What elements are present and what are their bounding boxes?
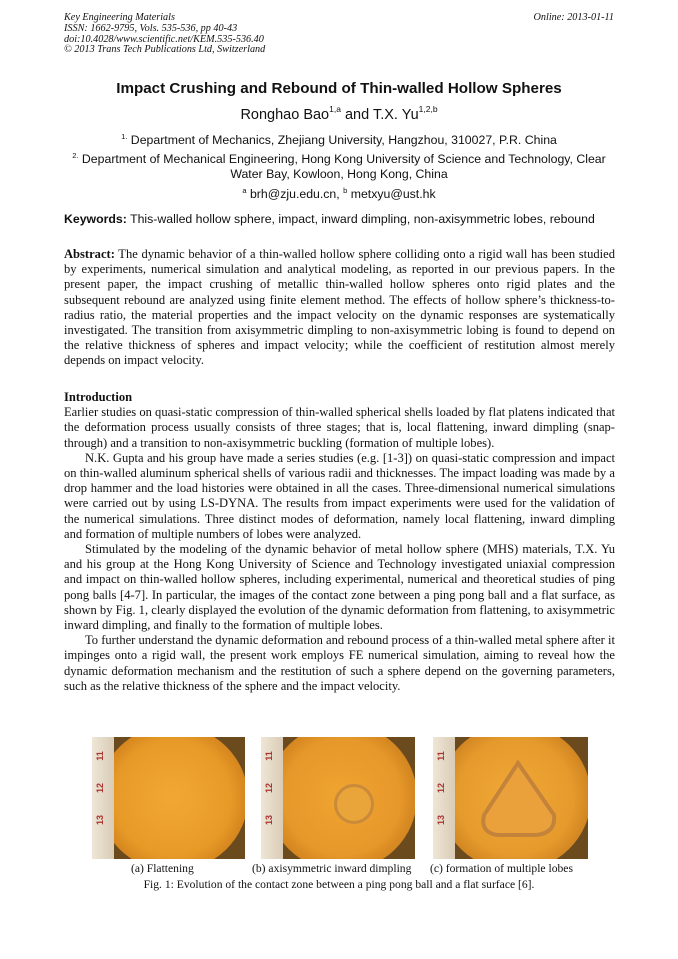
ruler-mark: 13 — [95, 814, 106, 826]
introduction-section — [64, 390, 615, 694]
ruler-mark: 13 — [264, 814, 275, 826]
subcaption-c: (c) formation of multiple lobes — [430, 862, 573, 875]
abstract-label: Abstract: — [64, 247, 115, 261]
author-2: T.X. Yu — [372, 107, 419, 123]
lobe-pattern — [478, 759, 558, 841]
photo-flattening — [92, 737, 245, 859]
authors-and: and — [340, 107, 373, 123]
paper-title: Impact Crushing and Rebound of Thin-walled Hollow Spheres — [116, 80, 562, 97]
journal-header — [64, 13, 614, 56]
emails — [62, 183, 616, 202]
ruler-mark: 11 — [435, 751, 446, 761]
photo-dimpling — [261, 737, 415, 859]
affiliations — [62, 129, 616, 202]
ruler — [92, 737, 114, 859]
figure-1 — [92, 737, 588, 859]
subcaption-b: (b) axisymmetric inward dimpling — [252, 862, 412, 875]
contact-zone-flat — [98, 737, 245, 859]
affiliation-2-num: 2. — [72, 151, 79, 161]
subcaption-a: (a) Flattening — [131, 862, 194, 875]
ruler-mark: 12 — [264, 782, 275, 794]
ruler — [433, 737, 455, 859]
copyright: © 2013 Trans Tech Publications Ltd, Switzerland — [64, 44, 266, 56]
affiliation-1-text: Department of Mechanics, Zhejiang University, Hangzhou, 310027, P.R. China — [127, 133, 557, 147]
abstract — [64, 247, 615, 369]
intro-paragraph-4: To further understand the dynamic deformation and rebound process of a thin-walled metal sphere after it impinges onto a rigid wall, the present work employs FE numerical simulation, aiming to reveal how the dynamic deformation mechanism and the restitution of such a sphere depend on the governing parameters, such as the relative thickness of the sphere and the impact velocity. — [64, 633, 615, 693]
dimple-ring — [334, 784, 374, 824]
intro-paragraph-3: Stimulated by the modeling of the dynamic behavior of metal hollow sphere (MHS) materials, T.X. Yu and his group at the Hong Kong University of Science and Technology investigated uniaxial compression and impact on thin-walled hollow spheres, including experimental, numerical and theoretical studies of ping pong balls [4-7]. In particular, the images of the contact zone between a ping pong ball and a flat surface, as shown by Fig. 1, clearly displayed the evolution of the dynamic deformation from flattening, to axisymmetric inward dimpling, and finally to the formation of multiple lobes. — [64, 542, 615, 633]
figure-caption: Fig. 1: Evolution of the contact zone between a ping pong ball and a flat surface [6]. — [143, 878, 535, 891]
introduction-heading: Introduction — [64, 390, 133, 404]
affiliation-1 — [62, 129, 616, 148]
email-b: metxyu@ust.hk — [347, 186, 436, 201]
intro-paragraph-2: N.K. Gupta and his group have made a series studies (e.g. [1-3]) on quasi-static compression and impact on thin-walled aluminum spherical shells of various radii and thicknesses. The impact loading was made by a drop hammer and the load histories were obtained in all the cases. Three-dimensional numerical simulations were carried out by using LS-DYNA. The results from impact experiments were used for the validation of the numerical simulations. Three distinct modes of deformation, namely local flattening, inward dimpling and formation of multiple numbers of lobes were analyzed. — [64, 450, 615, 541]
author-1: Ronghao Bao — [240, 107, 330, 123]
ruler-mark: 11 — [263, 751, 274, 761]
email-a: brh@zju.edu.cn, — [246, 186, 344, 201]
ruler-mark: 11 — [94, 751, 105, 761]
ruler-mark: 12 — [95, 782, 106, 794]
abstract-text: The dynamic behavior of a thin-walled hollow sphere colliding onto a rigid wall has been studied by experiments, numerical simulation and analytical modeling, as reported in our previous papers. In the present paper, the impact crushing of metallic thin-walled hollow spheres onto rigid plates and the subsequent rebound are analyzed using finite element method. The effects of hollow sphere’s thickness-to-radius ratio, the material properties and the impact velocity on the dynamic responses are systematically investigated. The transition from axisymmetric dimpling to non-axisymmetric lobing is found to depend on the relative thickness of spheres and impact velocity; while the coefficient of restitution almost merely depends on impact velocity. — [64, 247, 615, 368]
affiliation-2 — [62, 148, 616, 182]
intro-paragraph-1: Earlier studies on quasi-static compression of thin-walled spherical shells loaded by flat platens indicated that the deformation process usually consists of three stages; that is, local flattening, inward dimpling (snap-through) and a transition to non-axisymmetric buckling (formation of multiple lobes). — [64, 405, 615, 450]
issn: ISSN: 1662-9795, Vols. 535-536, pp 40-43 — [64, 22, 238, 34]
keywords — [64, 212, 618, 226]
affiliation-2-text: Department of Mechanical Engineering, Hong Kong University of Science and Technology, Clear Water Bay, Kowloon, Hong Kong, China — [78, 152, 606, 182]
keywords-label: Keywords: — [64, 212, 127, 226]
doi: doi:10.4028/www.scientific.net/KEM.535-536.40 — [64, 33, 264, 45]
ruler — [261, 737, 283, 859]
email-a-sup: a — [242, 185, 247, 195]
affiliation-1-num: 1. — [121, 132, 128, 141]
email-b-sup: b — [343, 185, 348, 195]
authors — [0, 104, 678, 123]
online-date: Online: 2013-01-11 — [533, 12, 614, 23]
ruler-mark: 13 — [436, 814, 447, 826]
author-1-sup: 1,a — [329, 104, 341, 114]
ruler-mark: 12 — [436, 782, 447, 794]
keywords-text: This-walled hollow sphere, impact, inward dimpling, non-axisymmetric lobes, rebound — [126, 212, 595, 226]
photo-lobes — [433, 737, 588, 859]
journal-name: Key Engineering Materials — [64, 12, 175, 23]
author-2-sup: 1,2,b — [418, 104, 438, 114]
